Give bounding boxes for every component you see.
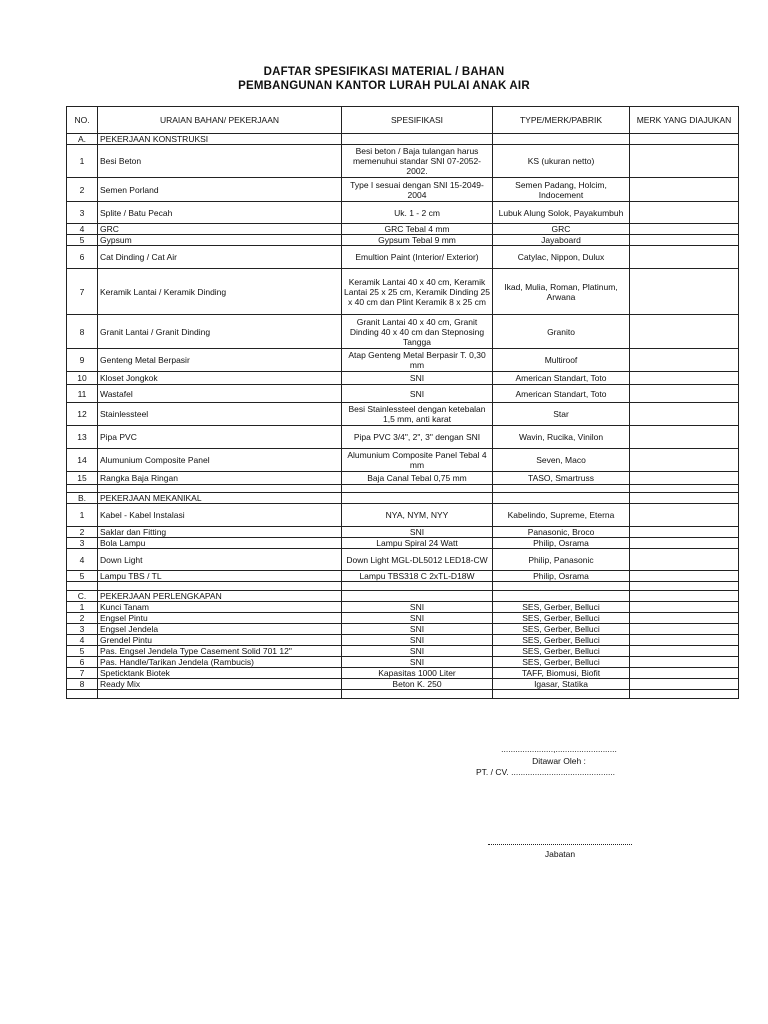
row-brand: [493, 690, 630, 699]
row-brand: [493, 591, 630, 602]
row-number: 3: [67, 538, 98, 549]
row-description: Alumunium Composite Panel: [98, 449, 342, 472]
row-proposed-brand: [630, 657, 739, 668]
row-description: [98, 690, 342, 699]
row-specification: Besi Stainlessteel dengan ketebalan 1,5 mm, anti karat: [342, 403, 493, 426]
row-number: 8: [67, 679, 98, 690]
row-proposed-brand: [630, 646, 739, 657]
header-no: NO.: [67, 107, 98, 134]
row-specification: [342, 582, 493, 591]
row-proposed-brand: [630, 668, 739, 679]
row-brand: Catylac, Nippon, Dulux: [493, 246, 630, 269]
table-body: [67, 134, 739, 699]
header-merk-pabrik: TYPE/MERK/PABRIK: [493, 107, 630, 134]
table-row: [67, 613, 739, 624]
table-row: [67, 635, 739, 646]
row-number: 6: [67, 657, 98, 668]
row-description: Besi Beton: [98, 145, 342, 178]
document-title-line-2: PEMBANGUNAN KANTOR LURAH PULAI ANAK AIR: [238, 80, 530, 92]
table-row: [67, 178, 739, 202]
row-specification: [342, 134, 493, 145]
row-number: 4: [67, 224, 98, 235]
row-proposed-brand: [630, 549, 739, 571]
row-description: PEKERJAAN PERLENGKAPAN: [98, 591, 342, 602]
row-description: Kabel - Kabel Instalasi: [98, 504, 342, 527]
table-row: [67, 657, 739, 668]
empty-row: [67, 582, 739, 591]
row-proposed-brand: [630, 485, 739, 493]
table-row: [67, 602, 739, 613]
row-number: 1: [67, 504, 98, 527]
header-spesifikasi: SPESIFIKASI: [342, 107, 493, 134]
table-row: [67, 403, 739, 426]
row-number: 4: [67, 549, 98, 571]
row-brand: Jayaboard: [493, 235, 630, 246]
row-brand: SES, Gerber, Belluci: [493, 657, 630, 668]
empty-row: [67, 690, 739, 699]
row-proposed-brand: [630, 504, 739, 527]
table-row: [67, 145, 739, 178]
row-description: Kunci Tanam: [98, 602, 342, 613]
row-proposed-brand: [630, 224, 739, 235]
row-description: Speticktank Biotek: [98, 668, 342, 679]
row-number: 2: [67, 613, 98, 624]
row-specification: Atap Genteng Metal Berpasir T. 0,30 mm: [342, 349, 493, 372]
row-number: 6: [67, 246, 98, 269]
row-specification: SNI: [342, 624, 493, 635]
row-specification: Down Light MGL-DL5012 LED18-CW: [342, 549, 493, 571]
row-brand: Lubuk Alung Solok, Payakumbuh: [493, 202, 630, 224]
row-number: A.: [67, 134, 98, 145]
row-specification: Besi beton / Baja tulangan harus memenuhui standar SNI 07-2052-2002.: [342, 145, 493, 178]
row-number: [67, 485, 98, 493]
row-specification: Emultion Paint (Interior/ Exterior): [342, 246, 493, 269]
row-number: 1: [67, 602, 98, 613]
row-number: 2: [67, 527, 98, 538]
table-row: [67, 504, 739, 527]
row-number: 5: [67, 235, 98, 246]
row-proposed-brand: [630, 315, 739, 349]
row-brand: Multiroof: [493, 349, 630, 372]
row-number: 12: [67, 403, 98, 426]
row-brand: Philip, Panasonic: [493, 549, 630, 571]
table-row: [67, 538, 739, 549]
row-specification: Type I sesuai dengan SNI 15-2049-2004: [342, 178, 493, 202]
row-proposed-brand: [630, 613, 739, 624]
row-number: 9: [67, 349, 98, 372]
row-brand: Philip, Osrama: [493, 538, 630, 549]
row-brand: TASO, Smartruss: [493, 472, 630, 485]
table-row: [67, 646, 739, 657]
row-number: B.: [67, 493, 98, 504]
table-row: [67, 235, 739, 246]
row-description: Lampu TBS / TL: [98, 571, 342, 582]
row-number: 5: [67, 646, 98, 657]
row-number: 3: [67, 624, 98, 635]
row-brand: Panasonic, Broco: [493, 527, 630, 538]
row-brand: Ikad, Mulia, Roman, Platinum, Arwana: [493, 269, 630, 315]
table-row: [67, 668, 739, 679]
row-specification: SNI: [342, 635, 493, 646]
row-description: Pipa PVC: [98, 426, 342, 449]
table-row: [67, 472, 739, 485]
row-brand: [493, 582, 630, 591]
row-description: Splite / Batu Pecah: [98, 202, 342, 224]
row-description: [98, 485, 342, 493]
row-description: Stainlessteel: [98, 403, 342, 426]
row-proposed-brand: [630, 145, 739, 178]
row-specification: SNI: [342, 646, 493, 657]
table-row: [67, 202, 739, 224]
row-proposed-brand: [630, 372, 739, 385]
row-proposed-brand: [630, 134, 739, 145]
company-line: PT. / CV. ............................................: [476, 767, 616, 777]
row-description: Genteng Metal Berpasir: [98, 349, 342, 372]
section-row: [67, 591, 739, 602]
row-number: 3: [67, 202, 98, 224]
row-proposed-brand: [630, 178, 739, 202]
row-proposed-brand: [630, 527, 739, 538]
row-brand: Star: [493, 403, 630, 426]
row-specification: Granit Lantai 40 x 40 cm, Granit Dinding 40 x 40 cm dan Stepnosing Tangga: [342, 315, 493, 349]
row-proposed-brand: [630, 403, 739, 426]
row-number: 5: [67, 571, 98, 582]
row-description: Granit Lantai / Granit Dinding: [98, 315, 342, 349]
row-number: 2: [67, 178, 98, 202]
row-brand: TAFF, Biomusi, Biofit: [493, 668, 630, 679]
row-proposed-brand: [630, 493, 739, 504]
row-description: Down Light: [98, 549, 342, 571]
row-brand: SES, Gerber, Belluci: [493, 613, 630, 624]
row-brand: [493, 134, 630, 145]
table-row: [67, 246, 739, 269]
table-row: [67, 571, 739, 582]
table-row: [67, 385, 739, 403]
signature-line: [488, 838, 632, 845]
row-proposed-brand: [630, 591, 739, 602]
row-number: 15: [67, 472, 98, 485]
table-row: [67, 449, 739, 472]
table-row: [67, 426, 739, 449]
row-specification: Lampu Spiral 24 Watt: [342, 538, 493, 549]
row-number: 13: [67, 426, 98, 449]
table-row: [67, 624, 739, 635]
row-proposed-brand: [630, 571, 739, 582]
row-specification: SNI: [342, 657, 493, 668]
row-proposed-brand: [630, 426, 739, 449]
row-proposed-brand: [630, 635, 739, 646]
row-number: 7: [67, 269, 98, 315]
row-brand: Philip, Osrama: [493, 571, 630, 582]
row-description: PEKERJAAN MEKANIKAL: [98, 493, 342, 504]
row-number: 7: [67, 668, 98, 679]
row-specification: Keramik Lantai 40 x 40 cm, Keramik Lantai 25 x 25 cm, Keramik Dinding 25 x 40 cm dan Plint Keramik 8 x 25 cm: [342, 269, 493, 315]
position-label: Jabatan: [544, 849, 576, 859]
row-specification: SNI: [342, 385, 493, 403]
row-proposed-brand: [630, 246, 739, 269]
row-description: Wastafel: [98, 385, 342, 403]
row-description: [98, 582, 342, 591]
row-specification: Uk. 1 - 2 cm: [342, 202, 493, 224]
table-row: [67, 224, 739, 235]
row-number: [67, 690, 98, 699]
row-number: 10: [67, 372, 98, 385]
row-brand: Seven, Maco: [493, 449, 630, 472]
row-description: Ready Mix: [98, 679, 342, 690]
row-description: Engsel Jendela: [98, 624, 342, 635]
row-specification: NYA, NYM, NYY: [342, 504, 493, 527]
row-description: Keramik Lantai / Keramik Dinding: [98, 269, 342, 315]
row-brand: SES, Gerber, Belluci: [493, 635, 630, 646]
row-brand: Wavin, Rucika, Vinilon: [493, 426, 630, 449]
row-description: Pas. Engsel Jendela Type Casement Solid 701 12": [98, 646, 342, 657]
row-specification: Kapasitas 1000 Liter: [342, 668, 493, 679]
row-description: Semen Porland: [98, 178, 342, 202]
row-proposed-brand: [630, 624, 739, 635]
row-proposed-brand: [630, 202, 739, 224]
row-proposed-brand: [630, 582, 739, 591]
row-description: Kloset Jongkok: [98, 372, 342, 385]
row-brand: Semen Padang, Holcim, Indocement: [493, 178, 630, 202]
row-number: C.: [67, 591, 98, 602]
row-brand: SES, Gerber, Belluci: [493, 624, 630, 635]
table-row: [67, 549, 739, 571]
row-brand: Kabelindo, Supreme, Eterna: [493, 504, 630, 527]
section-row: [67, 134, 739, 145]
row-number: 11: [67, 385, 98, 403]
row-description: GRC: [98, 224, 342, 235]
table-row: [67, 315, 739, 349]
row-specification: [342, 690, 493, 699]
row-proposed-brand: [630, 690, 739, 699]
header-merk-diajukan: MERK YANG DIAJUKAN: [630, 107, 739, 134]
row-proposed-brand: [630, 449, 739, 472]
table-row: [67, 679, 739, 690]
row-proposed-brand: [630, 235, 739, 246]
row-specification: Baja Canal Tebal 0,75 mm: [342, 472, 493, 485]
row-proposed-brand: [630, 679, 739, 690]
row-specification: Lampu TBS318 C 2xTL-D18W: [342, 571, 493, 582]
empty-row: [67, 485, 739, 493]
row-brand: Granito: [493, 315, 630, 349]
row-specification: Pipa PVC 3/4", 2", 3" dengan SNI: [342, 426, 493, 449]
row-description: Saklar dan Fitting: [98, 527, 342, 538]
table-row: [67, 372, 739, 385]
row-description: Grendel Pintu: [98, 635, 342, 646]
row-brand: KS (ukuran netto): [493, 145, 630, 178]
row-description: Engsel Pintu: [98, 613, 342, 624]
row-description: Cat Dinding / Cat Air: [98, 246, 342, 269]
row-specification: SNI: [342, 372, 493, 385]
row-description: Bola Lampu: [98, 538, 342, 549]
section-row: [67, 493, 739, 504]
row-proposed-brand: [630, 472, 739, 485]
row-brand: American Standart, Toto: [493, 372, 630, 385]
row-number: 8: [67, 315, 98, 349]
row-brand: [493, 485, 630, 493]
offered-by-label: Ditawar Oleh :: [532, 756, 586, 766]
row-brand: SES, Gerber, Belluci: [493, 602, 630, 613]
row-description: Gypsum: [98, 235, 342, 246]
row-proposed-brand: [630, 269, 739, 315]
row-brand: [493, 493, 630, 504]
row-number: [67, 582, 98, 591]
row-specification: Beton K. 250: [342, 679, 493, 690]
row-brand: SES, Gerber, Belluci: [493, 646, 630, 657]
row-specification: [342, 485, 493, 493]
row-brand: American Standart, Toto: [493, 385, 630, 403]
row-number: 14: [67, 449, 98, 472]
row-proposed-brand: [630, 385, 739, 403]
header-uraian: URAIAN BAHAN/ PEKERJAAN: [98, 107, 342, 134]
specification-table: [66, 106, 739, 699]
row-specification: GRC Tebal 4 mm: [342, 224, 493, 235]
row-number: 4: [67, 635, 98, 646]
row-specification: SNI: [342, 602, 493, 613]
place-date-line: ......................,..........................: [501, 744, 617, 754]
row-description: Rangka Baja Ringan: [98, 472, 342, 485]
table-row: [67, 349, 739, 372]
table-row: [67, 269, 739, 315]
row-specification: Alumunium Composite Panel Tebal 4 mm: [342, 449, 493, 472]
row-brand: Igasar, Statika: [493, 679, 630, 690]
row-description: PEKERJAAN KONSTRUKSI: [98, 134, 342, 145]
table-row: [67, 527, 739, 538]
row-specification: Gypsum Tebal 9 mm: [342, 235, 493, 246]
row-proposed-brand: [630, 538, 739, 549]
row-number: 1: [67, 145, 98, 178]
row-specification: SNI: [342, 613, 493, 624]
row-specification: [342, 493, 493, 504]
row-description: Pas. Handle/Tarikan Jendela (Rambucis): [98, 657, 342, 668]
row-brand: GRC: [493, 224, 630, 235]
table-header-row: [67, 107, 739, 134]
document-title-line-1: DAFTAR SPESIFIKASI MATERIAL / BAHAN: [263, 66, 505, 78]
row-proposed-brand: [630, 602, 739, 613]
row-specification: [342, 591, 493, 602]
row-specification: SNI: [342, 527, 493, 538]
row-proposed-brand: [630, 349, 739, 372]
